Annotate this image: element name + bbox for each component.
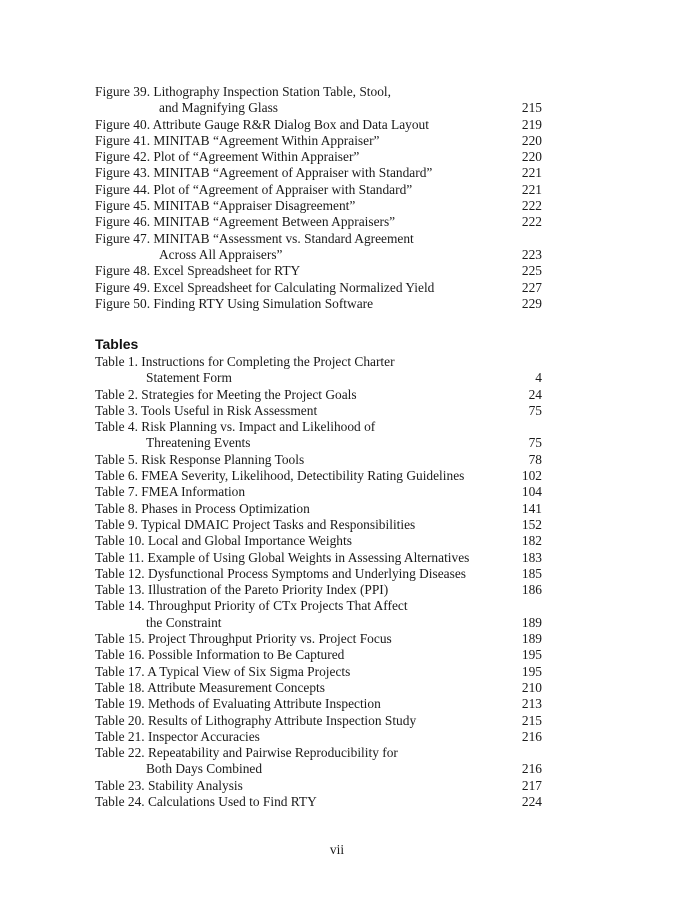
figure-entry-page: 215	[521, 100, 542, 116]
table-entry-page: 217	[521, 777, 542, 793]
figure-entry-page: 221	[521, 181, 542, 197]
figure-entry	[95, 165, 542, 181]
table-entry	[95, 533, 542, 549]
table-entry-title	[95, 598, 516, 631]
table-entry	[95, 647, 542, 663]
table-entry-title	[95, 729, 516, 745]
figure-entry-title	[95, 263, 516, 279]
table-entry-title-line: Table 11. Example of Using Global Weights in Assessing Alternatives	[95, 549, 470, 565]
figure-entry-title-line: Figure 46. MINITAB “Agreement Between Appraisers”	[95, 214, 396, 230]
figure-entry-page: 221	[521, 165, 542, 181]
table-entry-page: 102	[521, 468, 542, 484]
tables-heading: Tables	[95, 336, 139, 352]
table-entry-title-line: Table 3. Tools Useful in Risk Assessment	[95, 402, 318, 418]
figure-entry-title-line: Figure 40. Attribute Gauge R&R Dialog Box and Data Layout	[95, 116, 429, 132]
figure-entry-title	[95, 84, 516, 117]
page-number: vii	[329, 842, 345, 857]
table-entry	[95, 468, 542, 484]
table-entry-page: 185	[521, 565, 542, 581]
table-entry-page: 189	[521, 614, 542, 630]
table-entry-page: 210	[521, 679, 542, 695]
figure-entry	[95, 231, 542, 264]
table-entry-title-line: Table 17. A Typical View of Six Sigma Projects	[95, 663, 351, 679]
table-entry-title	[95, 419, 516, 452]
figure-entry	[95, 214, 542, 230]
table-entry-page: 186	[521, 582, 542, 598]
table-entry	[95, 696, 542, 712]
figure-entry-page: 222	[521, 214, 542, 230]
table-entry	[95, 778, 542, 794]
table-entry-title	[95, 647, 516, 663]
figure-entry-page: 227	[521, 279, 542, 295]
table-entry-title-line: Table 8. Phases in Process Optimization	[95, 500, 310, 516]
table-entry-title-line: Table 5. Risk Response Planning Tools	[95, 451, 305, 467]
figure-entry-title-line: and Magnifying Glass	[159, 100, 279, 116]
table-entry-page: 189	[521, 631, 542, 647]
figure-entry-title-line: Figure 43. MINITAB “Agreement of Appraiser with Standard”	[95, 165, 433, 181]
figure-entry-title	[95, 198, 516, 214]
table-entry	[95, 582, 542, 598]
table-entry	[95, 680, 542, 696]
table-entry-page: 75	[528, 402, 542, 418]
table-entry	[95, 403, 542, 419]
table-entry-title	[95, 452, 516, 468]
table-entry-page: 78	[528, 451, 542, 467]
table-entry-title-line: Table 24. Calculations Used to Find RTY	[95, 794, 317, 810]
table-entry	[95, 484, 542, 500]
tables-list	[95, 354, 542, 810]
table-entry	[95, 354, 542, 387]
table-entry-page: 195	[521, 647, 542, 663]
table-entry-title-line: Table 9. Typical DMAIC Project Tasks and Responsibilities	[95, 516, 416, 532]
table-entry	[95, 387, 542, 403]
table-entry-title	[95, 501, 516, 517]
figure-entry-title-line: Figure 42. Plot of “Agreement Within Appraiser”	[95, 149, 360, 165]
figure-entry-title-line: Figure 50. Finding RTY Using Simulation Software	[95, 295, 374, 311]
table-entry-title-line: Both Days Combined	[146, 761, 263, 777]
table-entry-title-line: Table 22. Repeatability and Pairwise Reproducibility for	[95, 745, 398, 761]
table-entry-title-line: Table 19. Methods of Evaluating Attribute Inspection	[95, 696, 381, 712]
figure-entry-title	[95, 165, 516, 181]
table-entry-title	[95, 403, 516, 419]
table-entry-title-line: Threatening Events	[146, 435, 251, 451]
table-entry-title-line: Table 2. Strategies for Meeting the Project Goals	[95, 386, 357, 402]
table-entry-title	[95, 631, 516, 647]
table-entry-page: 215	[521, 712, 542, 728]
figure-entry	[95, 149, 542, 165]
figure-entry-page: 219	[521, 116, 542, 132]
table-entry-title	[95, 517, 516, 533]
table-entry-title-line: Table 13. Illustration of the Pareto Priority Index (PPI)	[95, 582, 389, 598]
table-entry	[95, 713, 542, 729]
figure-entry-title-line: Figure 39. Lithography Inspection Station Table, Stool,	[95, 84, 391, 99]
table-entry-title	[95, 354, 516, 387]
table-entry-title	[95, 550, 516, 566]
figures-list	[95, 84, 542, 312]
table-entry-title-line: Table 4. Risk Planning vs. Impact and Likelihood of	[95, 419, 376, 435]
table-entry-title-line: Table 14. Throughput Priority of CTx Projects That Affect	[95, 598, 408, 614]
figure-entry-title	[95, 149, 516, 165]
figure-entry-title-line: Figure 49. Excel Spreadsheet for Calculating Normalized Yield	[95, 279, 435, 295]
table-entry-page: 4	[535, 370, 542, 386]
table-entry-title	[95, 680, 516, 696]
table-entry-title-line: Table 7. FMEA Information	[95, 484, 246, 500]
table-entry-title	[95, 745, 516, 778]
table-entry-page: 141	[521, 500, 542, 516]
figure-entry-page: 225	[521, 263, 542, 279]
figure-entry	[95, 280, 542, 296]
table-entry-title-line: Table 15. Project Throughput Priority vs. Project Focus	[95, 631, 392, 647]
figure-entry-page: 223	[521, 246, 542, 262]
table-entry	[95, 664, 542, 680]
table-entry	[95, 729, 542, 745]
table-entry-title	[95, 713, 516, 729]
figure-entry	[95, 198, 542, 214]
table-entry	[95, 419, 542, 452]
table-entry-title-line: Table 10. Local and Global Importance Weights	[95, 533, 352, 549]
figure-entry-title	[95, 133, 516, 149]
table-entry-page: 216	[521, 728, 542, 744]
table-entry	[95, 517, 542, 533]
table-entry-title-line: Table 18. Attribute Measurement Concepts	[95, 679, 325, 695]
table-entry-page: 195	[521, 663, 542, 679]
figure-entry	[95, 117, 542, 133]
table-entry-title	[95, 484, 516, 500]
table-entry-title-line: Table 20. Results of Lithography Attribute Inspection Study	[95, 712, 417, 728]
figure-entry-title	[95, 296, 516, 312]
table-entry-title-line: Table 21. Inspector Accuracies	[95, 728, 260, 744]
table-entry-title	[95, 566, 516, 582]
table-entry	[95, 501, 542, 517]
table-entry-page: 152	[521, 516, 542, 532]
table-entry-title	[95, 582, 516, 598]
table-entry-page: 224	[521, 794, 542, 810]
figure-entry	[95, 182, 542, 198]
figure-entry	[95, 84, 542, 117]
table-entry-page: 75	[528, 435, 542, 451]
table-entry-page: 104	[521, 484, 542, 500]
figure-entry-title-line: Figure 44. Plot of “Agreement of Appraiser with Standard”	[95, 181, 413, 197]
figure-entry-title	[95, 280, 516, 296]
figure-entry-title-line: Across All Appraisers”	[159, 246, 283, 262]
table-entry-title	[95, 664, 516, 680]
figure-entry	[95, 263, 542, 279]
table-entry	[95, 566, 542, 582]
figure-entry-page: 222	[521, 198, 542, 214]
figure-entry-title	[95, 214, 516, 230]
table-entry-title-line: Table 6. FMEA Severity, Likelihood, Detectibility Rating Guidelines	[95, 468, 465, 484]
figure-entry-title-line: Figure 48. Excel Spreadsheet for RTY	[95, 263, 301, 279]
table-entry	[95, 452, 542, 468]
table-entry-title	[95, 696, 516, 712]
figure-entry-page: 220	[521, 132, 542, 148]
figure-entry-title-line: Figure 41. MINITAB “Agreement Within Appraiser”	[95, 132, 380, 148]
table-entry-title-line: Table 1. Instructions for Completing the Project Charter	[95, 354, 395, 369]
table-entry-title	[95, 387, 516, 403]
figure-entry	[95, 296, 542, 312]
figure-entry-title	[95, 117, 516, 133]
figure-entry-title-line: Figure 45. MINITAB “Appraiser Disagreement”	[95, 198, 356, 214]
figure-entry-title	[95, 231, 516, 264]
table-entry	[95, 598, 542, 631]
table-entry-page: 213	[521, 696, 542, 712]
table-entry	[95, 745, 542, 778]
table-entry	[95, 794, 542, 810]
table-entry-title	[95, 468, 516, 484]
table-entry	[95, 631, 542, 647]
table-entry-page: 24	[528, 386, 542, 402]
table-entry-page: 216	[521, 761, 542, 777]
table-entry-title	[95, 533, 516, 549]
table-entry-title-line: Table 12. Dysfunctional Process Symptoms and Underlying Diseases	[95, 565, 466, 581]
table-entry-title	[95, 794, 516, 810]
table-entry-title-line: Statement Form	[146, 370, 232, 386]
table-entry-title-line: Table 16. Possible Information to Be Captured	[95, 647, 345, 663]
figure-entry-page: 229	[521, 295, 542, 311]
figure-entry-title	[95, 182, 516, 198]
table-entry-title-line: Table 23. Stability Analysis	[95, 777, 243, 793]
table-entry-page: 182	[521, 533, 542, 549]
figure-entry-page: 220	[521, 149, 542, 165]
figure-entry	[95, 133, 542, 149]
table-entry-title-line: the Constraint	[146, 614, 222, 630]
table-entry-page: 183	[521, 549, 542, 565]
table-entry	[95, 550, 542, 566]
table-entry-title	[95, 778, 516, 794]
figure-entry-title-line: Figure 47. MINITAB “Assessment vs. Standard Agreement	[95, 230, 414, 246]
